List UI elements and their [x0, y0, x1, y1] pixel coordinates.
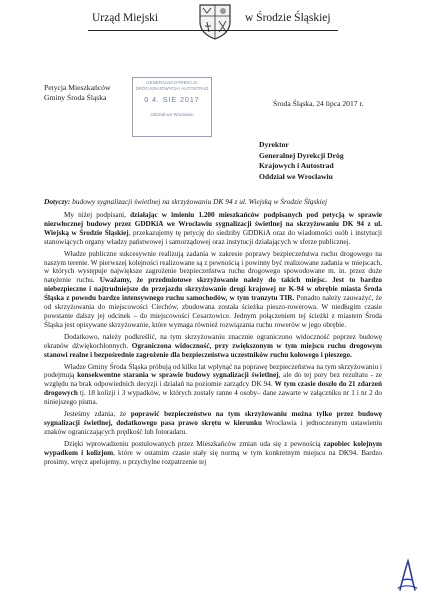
paragraph-2 — [44, 250, 382, 330]
receipt-stamp — [132, 77, 212, 137]
paragraph-6-text-2: , które w ostatnim czasie stały się normą w tym konkretnym miejscu na DK94. Bardzo prosimy, wręcz apelujemy, o przychylne rozpatrzenie tej — [44, 448, 383, 466]
paragraph-5-bold-1: poprawić bezpieczeństwo na tym skrzyżowaniu można tylko przez budowę sygnalizacji świetlnej, dodatkowego pasa prawo skrętu w kierunku — [44, 410, 382, 427]
paragraph-6-text-1: Dzięki wprowadzeniu postulowanych przez Mieszkańców zmian uda się z pewnością — [64, 439, 324, 448]
stamp-line-3: Oddział we Wrocławiu — [150, 112, 194, 117]
subject-line — [44, 197, 384, 206]
paragraph-2-text-1: Władze publiczne sukcesywnie realizują zadania w zakresie poprawy bezpieczeństwa ruchu drogowego na naszym terenie. W pierwszej kolejności realizowane są z pewnością i powinny być realizowane zadania w miejscach, w których występuje największe zagrożenie bezpieczeństwa ruchu drogowego spowodowane m. in. przez duże natężenie ruchu. — [44, 249, 383, 285]
paragraph-1-text-1: My niżej podpisani, — [64, 211, 131, 219]
paragraph-1-bold-1: działając w imieniu 1.200 mieszkańców podpisanych pod petycją w sprawie niezwłocznej budowy przez GDDKiA we Wrocławiu sygnalizacji świetlnej na skrzyżowaniu DK 94 z ul. Wiejską w Środzie Śląskiej — [44, 211, 383, 237]
stamp-line-2: DRÓG KRAJOWYCH I AUTOSTRAD — [135, 86, 209, 91]
paragraph-3 — [44, 333, 382, 360]
recipient-line-4: Oddział we Wrocławiu — [259, 171, 333, 181]
recipient-line-2: Generalnej Dyrekcji Dróg — [259, 150, 344, 160]
paragraph-3-bold-1: Ograniczona widoczność, przy zwiększonym w tym miejscu ruchu drogowym stanowi realne i bezpośrednie zagrożenie dla bezpieczeństwa uczestników ruchu kołowego i pieszego. — [44, 341, 382, 359]
paragraph-4-text-2: , ale do tej pory bez rezultatu - ze względu na brak odpowiednich decyzji i działań na poziomie zarządcy DK 94. — [44, 371, 382, 389]
paragraph-2-text-2: Ponadto należy zauważyć, że od skrzyżowania do miejscowości Ciechów, zbudowana została ścieżka pieszo-rowerowa. W niedługim czasie powstanie dalszy jej odcinek – do miejscowości Cesarzowice. Jednym połączeniem tej ścieżki z miastem Środa Śląska jest opisywane skrzyżowanie, które wymaga również rozwiązania ruchu rowerów w jego obrębie. — [44, 294, 382, 329]
paragraph-4-text-1: Władze Gminy Środa Śląska próbują od kilku lat wpłynąć na poprawę bezpieczeństwa na tym skrzyżowaniu i podejmują — [44, 362, 382, 380]
paragraph-4-text-3: tj. 18 kolizji i 3 wypadków, w których zostały ranne 4 osoby– dane zawarte w załączniku nr 1 i nr 2 do niniejszego pisma. — [44, 389, 382, 407]
paragraph-1 — [44, 211, 382, 247]
paragraph-6 — [44, 440, 382, 467]
paragraph-5-text-2: Wrocławia i jednoczesnym ustawieniu znaków ograniczających prędkość lub fotoradaru. — [44, 418, 383, 436]
letterhead-left: Urząd Miejski — [92, 12, 159, 24]
sender-line-2: Gminy Środa Śląska — [44, 93, 107, 102]
handwritten-initial — [396, 558, 418, 592]
paragraph-4-bold-1: konsekwentne starania w sprawie budowy sygnalizacji świetlnej — [77, 371, 279, 380]
paragraph-5-text-1: Jesteśmy zdania, że — [64, 410, 131, 419]
letter-body — [44, 211, 382, 469]
paragraph-2-bold-1: Uważamy, że przedmiotowe skrzyżowanie należy do takich miejsc. Jest to bardzo niebezpieczne i najtrudniejsze do przejazdu skrzyżowanie drogi krajowej nr K-94 w obrębie miasta Środa Śląska z powodu bardzo intensywnego ruchu samochodów, w tym tranzytu TIR. — [44, 276, 382, 303]
letterhead-right: w Środzie Śląskiej — [245, 12, 331, 24]
place-and-date: Środa Śląska, 24 lipca 2017 r. — [273, 99, 364, 108]
paragraph-4 — [44, 363, 382, 408]
recipient-line-3: Krajowych i Autostrad — [259, 161, 334, 171]
letterhead-divider — [88, 30, 338, 31]
recipient-block — [259, 140, 344, 182]
subject-text: budowy sygnalizacji świetlnej na skrzyżowaniu DK 94 z ul. Wiejską w Środzie Śląskiej — [70, 197, 328, 206]
paragraph-4-bold-2: W tym czasie doszło do 21 zdarzeń drogowych — [44, 380, 382, 398]
paragraph-6-bold-1: zapobiec kolejnym wypadkom i kolizjom — [44, 439, 382, 457]
stamp-date: 0 4. SIE 2017 — [144, 97, 200, 104]
sender-block — [44, 83, 110, 103]
sender-line-1: Petycja Mieszkańców — [44, 83, 111, 92]
stamp-line-1: GENERALNA DYREKCJA — [146, 80, 198, 85]
coat-of-arms-icon — [197, 2, 233, 40]
paragraph-3-text-1: Dodatkowo, należy podkreślić, na tym skrzyżowaniu znacznie ograniczono widoczność poprzez budowę ekranów dźwiękochłonnych. — [44, 332, 382, 350]
paragraph-5 — [44, 410, 382, 437]
subject-label: Dotyczy: — [44, 197, 71, 206]
paragraph-1-text-2: , przekazujemy tę petycję do siedziby GDDKiA oraz do wiadomości osób i instytucji stanowiących organy władzy państwowej i samorządowej oraz instytucji działających w sferze publicznej. — [44, 228, 382, 246]
recipient-line-1: Dyrektor — [259, 140, 289, 149]
